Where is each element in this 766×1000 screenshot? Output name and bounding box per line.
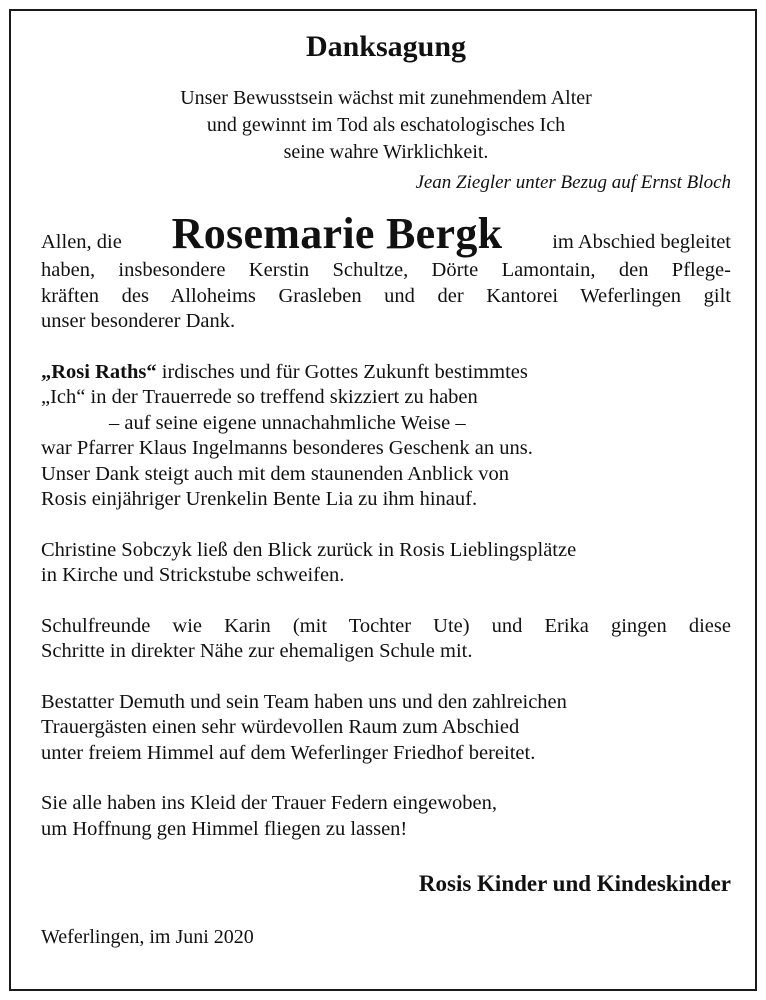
intro-suffix: im Abschied begleitet — [552, 231, 731, 253]
intro-line: haben, insbesondere Kerstin Schultze, Dörte Lamontain, den Pflege- — [41, 259, 731, 281]
closing-line: Sie alle haben ins Kleid der Trauer Federn eingewoben, — [41, 792, 498, 814]
intro-prefix: Allen, die — [41, 231, 122, 253]
pastor-line-rest: irdisches und für Gottes Zukunft bestimmtes — [156, 360, 528, 383]
notice-title: Danksagung — [305, 30, 467, 63]
pastor-line: – auf seine eigene unnachahmliche Weise – — [109, 411, 466, 434]
notice-content — [41, 29, 731, 950]
schoolfriends-line: Schulfreunde wie Karin (mit Tochter Ute) und Erika gingen diese — [41, 614, 731, 637]
deceased-name: Rosemarie Bergk — [171, 209, 503, 258]
pastor-line — [41, 360, 731, 386]
place-date: Weferlingen, im Juni 2020 — [41, 926, 254, 948]
pastor-line: Unser Dank steigt auch mit dem staunenden Anblick von — [41, 462, 509, 485]
pastor-line: „Ich“ in der Trauerrede so treffend skizziert zu haben — [41, 386, 478, 408]
undertaker-paragraph — [41, 690, 731, 767]
quote-line: Unser Bewusstsein wächst mit zunehmendem Alter — [180, 87, 592, 109]
sobczyk-line: Christine Sobczyk ließ den Blick zurück in Rosis Lieblingsplätze — [41, 538, 577, 561]
signature: Rosis Kinder und Kindeskinder — [418, 871, 731, 896]
undertaker-line: unter freiem Himmel auf dem Weferlinger Friedhof bereitet. — [41, 741, 536, 764]
undertaker-line: Bestatter Demuth und sein Team haben uns und den zahlreichen — [41, 690, 567, 713]
undertaker-line: Trauergästen einen sehr würdevollen Raum zum Abschied — [41, 716, 520, 738]
intro-line: kräften des Alloheims Grasleben und der Kantorei Weferlingen gilt — [41, 284, 731, 307]
closing-paragraph — [41, 791, 731, 842]
quote-line: und gewinnt im Tod als eschatologisches Ich — [206, 114, 566, 136]
rosi-raths-bold: „Rosi Raths“ — [41, 360, 157, 383]
pastor-paragraph — [41, 360, 731, 513]
pastor-line: war Pfarrer Klaus Ingelmanns besonderes Geschenk an uns. — [41, 437, 533, 459]
intro-line: unser besonderer Dank. — [41, 310, 236, 332]
quote-line: seine wahre Wirklichkeit. — [283, 141, 489, 163]
closing-line: um Hoffnung gen Himmel fliegen zu lassen! — [41, 817, 408, 840]
sobczyk-paragraph — [41, 538, 731, 589]
intro-first-line — [41, 210, 731, 258]
schoolfriends-line: Schritte in direkter Nähe zur ehemaligen Schule mit. — [41, 640, 473, 662]
quote-author: Jean Ziegler unter Bezug auf Ernst Bloch — [415, 172, 731, 193]
pastor-line: Rosis einjähriger Urenkelin Bente Lia zu ihm hinauf. — [41, 488, 478, 510]
epigraph-quote — [41, 85, 731, 166]
notice-frame — [9, 9, 757, 991]
intro-paragraph — [41, 258, 731, 335]
sobczyk-line: in Kirche und Strickstube schweifen. — [41, 564, 345, 586]
schoolfriends-paragraph — [41, 614, 731, 665]
